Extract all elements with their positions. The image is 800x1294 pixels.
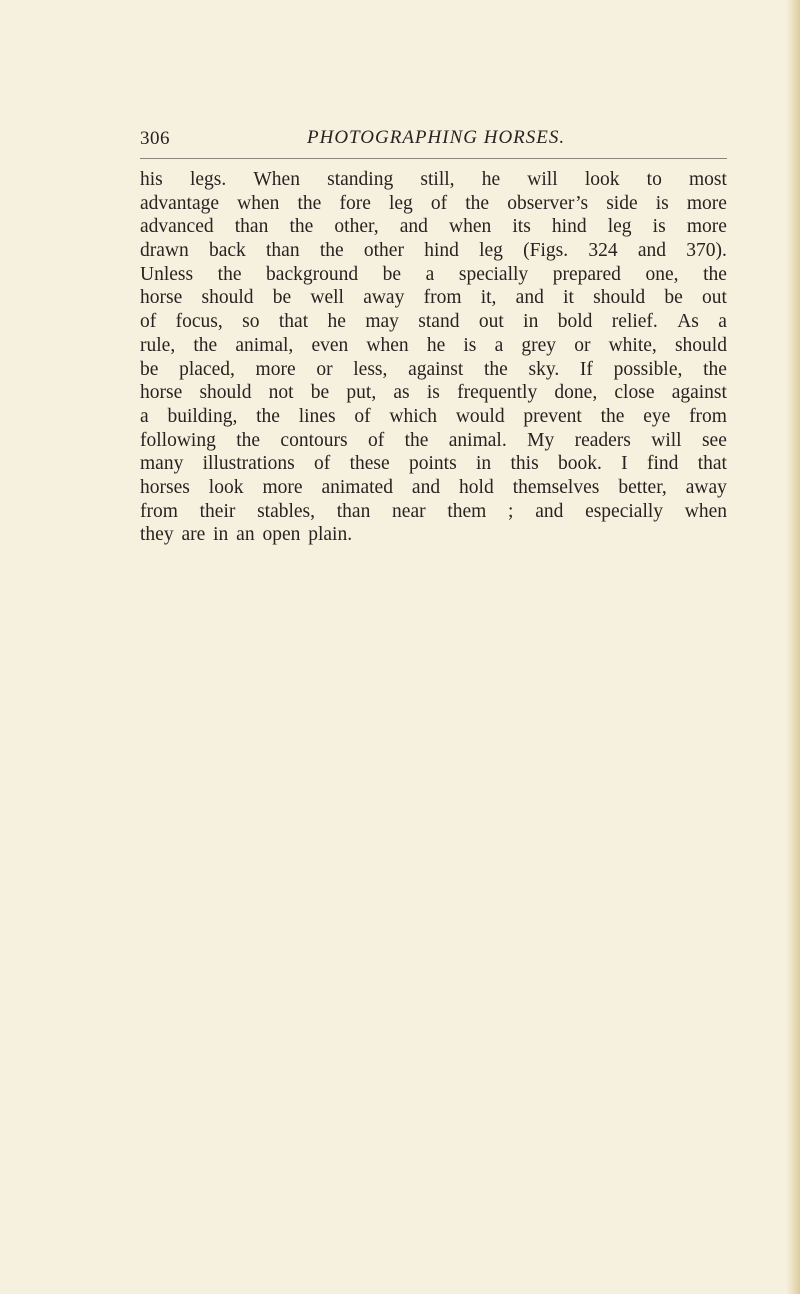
text-line: a building, the lines of which would prevent the eye from (140, 405, 727, 427)
text-line: advantage when the fore leg of the observer’s side is more (140, 192, 727, 214)
page-edge-shadow (786, 0, 800, 1294)
page-number: 306 (140, 128, 170, 149)
text-line: of focus, so that he may stand out in bold relief. As a (140, 311, 727, 333)
text-line: advanced than the other, and when its hind leg is more (140, 216, 727, 238)
text-line: following the contours of the animal. My readers will see (140, 429, 727, 451)
text-line: from their stables, than near them ; and especially when (140, 500, 727, 522)
page-header (140, 124, 727, 159)
text-line: be placed, more or less, against the sky. If possible, the (140, 358, 727, 380)
text-line: horse should be well away from it, and it should be out (140, 287, 727, 309)
running-head: PHOTOGRAPHING HORSES. (307, 127, 566, 148)
text-line: horse should not be put, as is frequently done, close against (140, 382, 727, 404)
text-line: horses look more animated and hold themselves better, away (140, 476, 727, 498)
body-paragraph (140, 168, 727, 547)
text-line: they are in an open plain. (140, 524, 353, 546)
text-line: his legs. When standing still, he will look to most (140, 169, 727, 190)
text-line: drawn back than the other hind leg (Figs. 324 and 370). (140, 240, 727, 262)
text-line: rule, the animal, even when he is a grey or white, should (140, 334, 727, 356)
text-line: Unless the background be a specially prepared one, the (140, 263, 727, 285)
text-line: many illustrations of these points in this book. I find that (140, 453, 727, 475)
